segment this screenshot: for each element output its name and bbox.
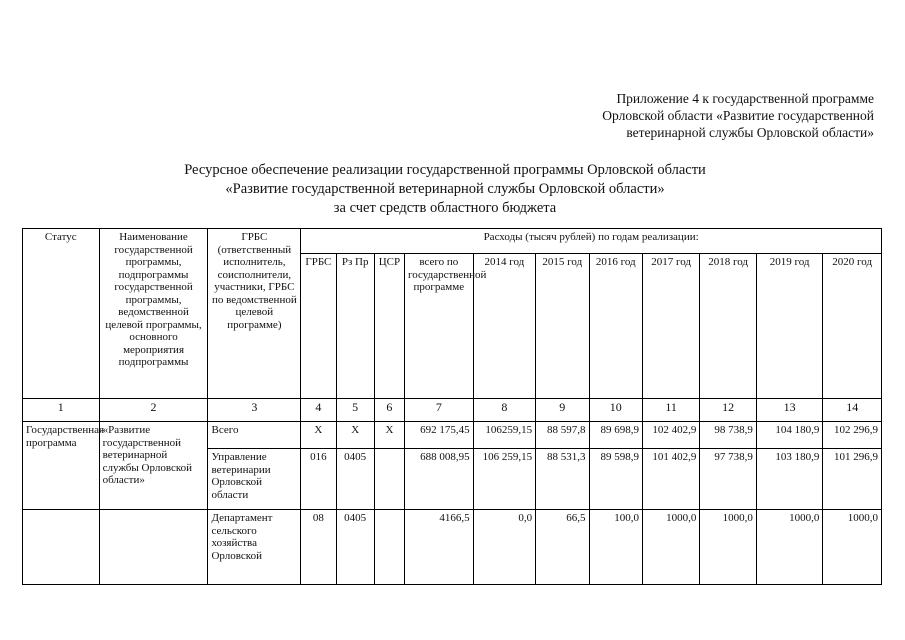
column-number: 11 — [642, 399, 699, 422]
cell-2018: 1000,0 — [700, 510, 756, 585]
column-number: 7 — [405, 399, 474, 422]
column-number: 9 — [536, 399, 589, 422]
cell-2020: 1000,0 — [823, 510, 882, 585]
cell-grbs-name: Департамент сельского хозяйства Орловской — [208, 510, 301, 585]
appendix-line: Приложение 4 к государственной программе — [616, 91, 874, 106]
header-year-2020: 2020 год — [823, 254, 882, 399]
header-year-2018: 2018 год — [700, 254, 756, 399]
column-number: 1 — [23, 399, 100, 422]
column-number: 8 — [473, 399, 536, 422]
header-year-2017: 2017 год — [642, 254, 699, 399]
cell-2017: 101 402,9 — [642, 449, 699, 510]
header-year-2015: 2015 год — [536, 254, 589, 399]
cell-status: Государственная программа — [23, 422, 100, 510]
table-row — [23, 422, 882, 449]
cell-grbs-name: Управление ветеринарии Орловской области — [208, 449, 301, 510]
cell-grbs-name: Всего — [208, 422, 301, 449]
header-rzpr: Рз Пр — [336, 254, 374, 399]
column-number: 13 — [756, 399, 823, 422]
cell-2014: 106 259,15 — [473, 449, 536, 510]
column-number: 6 — [374, 399, 404, 422]
cell-2019: 1000,0 — [756, 510, 823, 585]
header-status: Статус — [23, 229, 100, 399]
column-number-row — [23, 399, 882, 422]
resource-table — [22, 228, 882, 585]
header-name: Наименование государственной программы, подпрограммы государственной программы, ведомственной целевой программы, основного мероприятия подпрограммы — [99, 229, 208, 399]
column-number: 4 — [301, 399, 336, 422]
cell-grbs: 08 — [301, 510, 336, 585]
cell-2016: 100,0 — [589, 510, 642, 585]
column-number: 10 — [589, 399, 642, 422]
document-title — [120, 161, 770, 218]
cell-2020: 102 296,9 — [823, 422, 882, 449]
cell-2014: 106259,15 — [473, 422, 536, 449]
cell-status — [23, 510, 100, 585]
header-grbs: ГРБС — [301, 254, 336, 399]
cell-program-name — [99, 510, 208, 585]
cell-total: 692 175,45 — [405, 422, 474, 449]
column-number: 2 — [99, 399, 208, 422]
header-row — [23, 229, 882, 254]
cell-2019: 104 180,9 — [756, 422, 823, 449]
cell-rzpr: Х — [336, 422, 374, 449]
header-expenses: Расходы (тысяч рублей) по годам реализации: — [301, 229, 882, 254]
appendix-note — [520, 90, 874, 141]
cell-2015: 66,5 — [536, 510, 589, 585]
cell-2016: 89 598,9 — [589, 449, 642, 510]
cell-csr — [374, 449, 404, 510]
cell-2017: 1000,0 — [642, 510, 699, 585]
header-year-2019: 2019 год — [756, 254, 823, 399]
cell-2016: 89 698,9 — [589, 422, 642, 449]
cell-rzpr: 0405 — [336, 510, 374, 585]
appendix-line: Орловской области «Развитие государственной — [602, 108, 874, 123]
cell-2015: 88 597,8 — [536, 422, 589, 449]
cell-total: 688 008,95 — [405, 449, 474, 510]
cell-csr — [374, 510, 404, 585]
header-year-2016: 2016 год — [589, 254, 642, 399]
header-grbs-executor: ГРБС (ответственный исполнитель, соисполнители, участники, ГРБС по ведомственной целевой программе) — [208, 229, 301, 399]
column-number: 5 — [336, 399, 374, 422]
cell-grbs: Х — [301, 422, 336, 449]
cell-2019: 103 180,9 — [756, 449, 823, 510]
column-number: 12 — [700, 399, 756, 422]
cell-total: 4166,5 — [405, 510, 474, 585]
cell-2017: 102 402,9 — [642, 422, 699, 449]
cell-2020: 101 296,9 — [823, 449, 882, 510]
cell-program-name: «Развитие государственной ветеринарной службы Орловской области» — [99, 422, 208, 510]
column-number: 14 — [823, 399, 882, 422]
cell-2014: 0,0 — [473, 510, 536, 585]
title-line: «Развитие государственной ветеринарной службы Орловской области» — [225, 181, 665, 197]
appendix-line: ветеринарной службы Орловской области» — [626, 125, 874, 140]
header-year-2014: 2014 год — [473, 254, 536, 399]
cell-rzpr: 0405 — [336, 449, 374, 510]
cell-2015: 88 531,3 — [536, 449, 589, 510]
header-csr: ЦСР — [374, 254, 404, 399]
cell-2018: 97 738,9 — [700, 449, 756, 510]
cell-2018: 98 738,9 — [700, 422, 756, 449]
column-number: 3 — [208, 399, 301, 422]
cell-grbs: 016 — [301, 449, 336, 510]
title-line: за счет средств областного бюджета — [333, 200, 557, 216]
table-row — [23, 510, 882, 585]
title-line: Ресурсное обеспечение реализации государственной программы Орловской области — [184, 162, 706, 178]
header-total: всего по государственной программе — [405, 254, 474, 399]
cell-csr: Х — [374, 422, 404, 449]
